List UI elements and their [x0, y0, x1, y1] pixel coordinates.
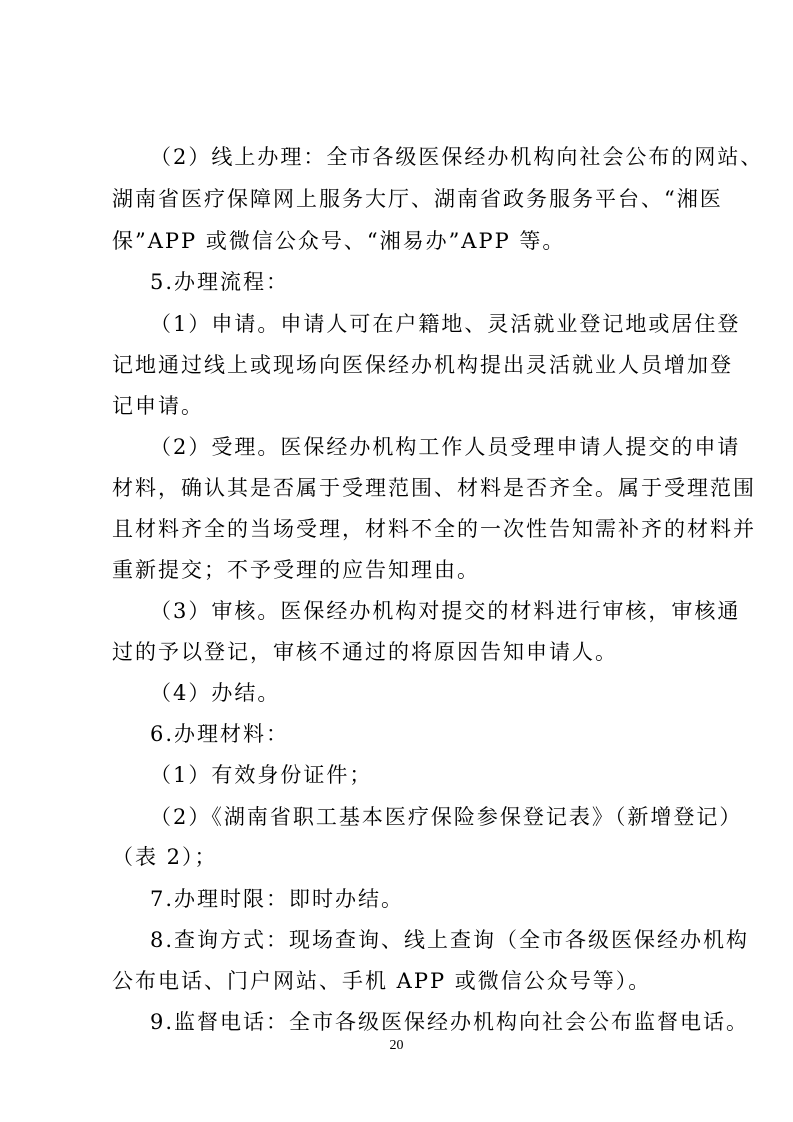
text-line: （2）受理。医保经办机构工作人员受理申请人提交的申请 — [150, 435, 741, 459]
section-heading: 7.办理时限：即时办结。 — [150, 887, 405, 911]
page-number: 20 — [389, 1038, 404, 1053]
text-line: （4）办结。 — [150, 681, 281, 705]
text-line: 重新提交；不予受理的应告知理由。 — [112, 558, 480, 582]
text-line: （3）审核。医保经办机构对提交的材料进行审核，审核通 — [150, 599, 741, 623]
text-line: （1）有效身份证件； — [150, 763, 373, 787]
section-heading: 6.办理材料： — [150, 722, 290, 746]
text-line: 公布电话、门户网站、手机 APP 或微信公众号等）。 — [112, 969, 652, 993]
text-line: 湖南省医疗保障网上服务大厅、湖南省政务服务平台、“湘医 — [112, 187, 723, 211]
text-line: （表 2）； — [112, 845, 218, 869]
text-line: 保”APP 或微信公众号、“湘易办”APP 等。 — [112, 229, 566, 253]
text-line: （1）申请。申请人可在户籍地、灵活就业登记地或居住登 — [150, 312, 741, 336]
section-heading: 8.查询方式：现场查询、线上查询（全市各级医保经办机构 — [150, 928, 750, 952]
text-line: （2）《湖南省职工基本医疗保险参保登记表》（新增登记） — [150, 805, 743, 829]
text-line: 记申请。 — [112, 394, 204, 418]
text-line: （2）线上办理：全市各级医保经办机构向社会公布的网站、 — [150, 145, 764, 169]
section-heading: 5.办理流程： — [150, 270, 290, 294]
text-line: 且材料齐全的当场受理，材料不全的一次性告知需补齐的材料并 — [112, 517, 756, 541]
text-line: 材料，确认其是否属于受理范围、材料是否齐全。属于受理范围 — [112, 476, 756, 500]
section-heading: 9.监督电话：全市各级医保经办机构向社会公布监督电话。 — [150, 1010, 750, 1034]
text-line: 记地通过线上或现场向医保经办机构提出灵活就业人员增加登 — [112, 353, 733, 377]
text-line: 过的予以登记，审核不通过的将原因告知申请人。 — [112, 640, 618, 664]
